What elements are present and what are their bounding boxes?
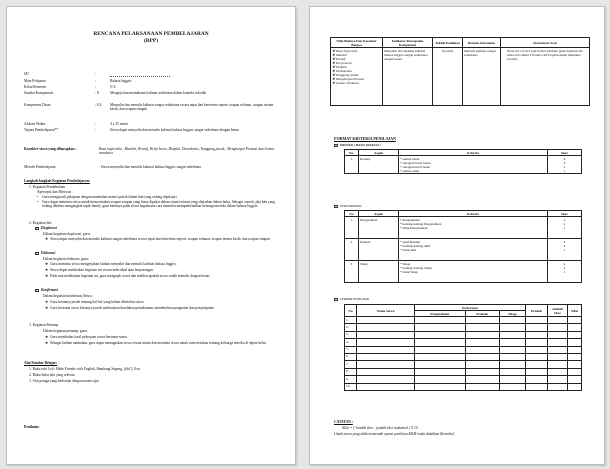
empty-cell	[357, 376, 415, 383]
table-row	[345, 261, 582, 283]
empty-cell	[465, 361, 499, 368]
row-no: 8.	[345, 368, 357, 375]
empty-cell	[568, 346, 582, 353]
kriteria-line: * kadang-kadang Pengetahuan	[400, 221, 442, 226]
empty-cell	[548, 317, 568, 324]
kriteria-line: * tidak Sikap	[400, 269, 418, 274]
row-aspek: Sikap	[359, 261, 399, 283]
empty-cell	[415, 383, 466, 390]
empty-cell	[465, 346, 499, 353]
col-header: No	[345, 305, 357, 317]
empty-cell	[548, 331, 568, 338]
empty-cell	[357, 383, 415, 390]
kriteria-line: * aktif Praktek	[400, 239, 420, 244]
indikator-cell: Menyalin dan menulis kalimat bahasa Inggris sangat sederhana dengan benar	[383, 48, 433, 106]
row-kriteria	[399, 217, 548, 239]
pendahuluan-item: • Guru mengawali pelajaran dengan membahas materi pokok dalam bab yang sedang dipelajari	[37, 195, 177, 199]
list-item: ❖ Gemar membaca	[332, 80, 360, 85]
karakter-list	[331, 48, 383, 106]
table-row	[345, 376, 582, 383]
elaborasi-intro: Dalam kegiatan elaborasi, guru:	[43, 257, 89, 261]
table-row	[345, 383, 582, 390]
kegiatan-pendahuluan: 1. Kegiatan Pendahuluan	[29, 185, 66, 189]
info-separator: :	[95, 85, 96, 89]
empty-cell	[357, 331, 415, 338]
info-separator: :	[95, 122, 96, 126]
empty-cell	[548, 361, 568, 368]
info-value: Mengeja dan memahami kalimat sederhana dalam konteks sekolah	[110, 91, 207, 95]
info-label: Tujuan Pembelajaran**	[24, 128, 59, 132]
empty-cell	[568, 376, 582, 383]
skor-line: 1	[563, 168, 566, 173]
empty-cell	[499, 331, 525, 338]
empty-cell	[499, 346, 525, 353]
info-separator: : 8.2	[95, 103, 102, 107]
empty-cell	[526, 376, 548, 383]
row-no: 3.	[345, 331, 357, 338]
performansi-table	[344, 210, 582, 283]
col-header: Instrumen/ Soal	[501, 38, 590, 48]
empty-cell	[548, 383, 568, 390]
table-row	[345, 339, 582, 346]
kriteria-line: * semua salah	[400, 168, 420, 173]
empty-cell	[357, 324, 415, 331]
skor-line: 4	[563, 239, 566, 244]
lembar-icon	[334, 298, 338, 301]
row-kriteria	[399, 239, 548, 261]
empty-cell	[526, 368, 548, 375]
elaborasi-item: ❖ Siswa dapat melakukan kegiatan ini secara individual atau berpasangan.	[45, 268, 154, 272]
empty-cell	[357, 317, 415, 324]
list-item: ❖ Demokratis.	[332, 68, 353, 73]
eksplorasi-icon	[35, 227, 39, 230]
document-title: RENCANA PELAKSANAAN PEMBELAJARAN	[93, 31, 209, 37]
col-header: Indikator Pencapaian Kompetensi	[383, 38, 433, 48]
empty-cell	[357, 353, 415, 360]
produk-icon	[334, 144, 338, 147]
document-subtitle: (RPP)	[143, 38, 159, 44]
table-row	[345, 324, 582, 331]
col-header: Kriteria	[399, 150, 548, 156]
elaborasi-item: ❖ Guru meminta siswa mengerjakan latihan menyalin dan menulis kalimat bahasa Inggris.	[45, 262, 177, 266]
row-skor	[548, 217, 582, 239]
empty-cell	[357, 361, 415, 368]
info-value: Menyalin dan menulis kalimat sangat sederhana secara tepat dan berterima seperti ucapan selamat, ucapan terima kasih, dan ucapan simpati	[110, 103, 274, 112]
empty-cell	[526, 317, 548, 324]
kegiatan-penutup: 3. Kegiatan Penutup	[29, 323, 59, 327]
elaborasi-heading: Elaborasi	[41, 251, 56, 255]
bentuk-cell: Menulis kalimat sangat sederhana	[463, 48, 501, 106]
konfirmasi-intro: Dalam kegiatan konfirmasi,Siswa :	[43, 294, 94, 298]
empty-cell	[465, 324, 499, 331]
skor-line: 4	[563, 217, 566, 222]
alat-heading: Alat/Sumber Belajar:	[24, 361, 58, 365]
empty-cell	[548, 368, 568, 375]
list-item: ❖ Menghargai Prestasi	[332, 76, 365, 81]
pendahuluan-item: • Guru dapat meminta siswa untuk menceritakan ucapan-ucapan yang biasa dipakai dalam situasi-situasi yang diajarkan dalam buku. Sebagai contoh, jika bab yang sedang dibahas mengangkat topik family, guru bertanya pada siswa bagaimana cara memulai memperkenalkan keluarga mereka dalam bahasa Inggris.	[37, 200, 275, 209]
table-row	[345, 239, 582, 261]
empty-cell	[499, 383, 525, 390]
kriteria-line: * tidak Pengetahuan	[400, 225, 428, 230]
eksplorasi-item: ❖ Siswa dapat menyalin dan menulis kalimat sangat sederhana secara tepat dan berterima seperti: ucapan selamat, ucapan terima kasih, dan ucapan simpati	[45, 237, 270, 241]
empty-cell	[415, 317, 466, 324]
table-row	[345, 361, 582, 368]
performansi-icon	[334, 205, 338, 208]
metode-label: Metode Pembelajaran	[24, 165, 56, 169]
skor-line: 4	[563, 261, 566, 266]
penutup-item: ❖ Sebagai latihan tambahan, guru dapat menugaskan siswa sesuai minat dan meminta siswa untuk menceritakan tentang keluarga mereka di depan kelas.	[45, 341, 267, 345]
konfirmasi-item: ❖ Guru bertanya jawab tentang hal-hal yang belum diketahui siswa	[45, 300, 144, 304]
empty-cell	[568, 368, 582, 375]
soal-cell: Write the correct expressions (latihan pada halaman 82, buku Let's Make Friends with English dapat dijadikan contoh)	[501, 48, 590, 106]
info-label: SD	[24, 72, 29, 76]
konfirmasi-icon	[35, 289, 39, 292]
elaborasi-item: ❖ Pada saat melakukan kegiatan ini, guru mengajak siswa dan melihat apakah siswa sudah menulis dengan benar.	[45, 274, 211, 278]
skor-line: 3	[563, 160, 566, 165]
sub-header: Pengetahuan	[415, 311, 466, 317]
list-item: ❖ Disiplin	[332, 64, 347, 69]
skor-line: 2	[563, 164, 566, 169]
row-no: 9.	[345, 376, 357, 383]
empty-cell	[465, 339, 499, 346]
performansi-label: PERFORMANSI	[340, 204, 362, 208]
info-value: V/2	[110, 85, 116, 89]
empty-cell	[568, 361, 582, 368]
kriteria-line: * Sikap	[400, 261, 411, 266]
empty-cell	[465, 317, 499, 324]
row-no: 5.	[345, 346, 357, 353]
alat-item: 1. Buku teks Let's Make Friends with English, Bambang Sugeng, jilid 5, Esis	[29, 367, 141, 371]
row-no: 1.	[345, 217, 359, 239]
empty-cell	[526, 346, 548, 353]
info-separator: : 8.	[95, 91, 100, 95]
empty-cell	[548, 324, 568, 331]
empty-cell	[465, 368, 499, 375]
info-value: Bahasa Inggris	[110, 79, 132, 83]
empty-cell	[568, 331, 582, 338]
row-no: 2.	[345, 324, 357, 331]
empty-cell	[357, 346, 415, 353]
format-heading: FORMAT KRITERIA PENILAIAN	[334, 136, 396, 141]
skor-line: 2	[563, 221, 566, 226]
col-header: No	[345, 211, 359, 217]
col-header: Bentuk Instrumen	[463, 38, 501, 48]
kriteria-line: * Pengetahuan	[400, 217, 420, 222]
col-header: Produk	[526, 305, 548, 317]
row-kriteria	[399, 261, 548, 283]
info-label: Kelas/Semester	[24, 85, 47, 89]
info-label: Alokasi Waktu	[24, 122, 46, 126]
row-skor	[548, 261, 582, 283]
row-no: 3.	[345, 261, 359, 283]
empty-cell	[465, 353, 499, 360]
empty-cell	[499, 339, 525, 346]
kriteria-line: * sebagian besar benar	[400, 160, 431, 165]
row-no: 6.	[345, 353, 357, 360]
empty-cell	[526, 324, 548, 331]
empty-cell	[548, 376, 568, 383]
empty-cell	[415, 331, 466, 338]
col-header: Skor	[548, 211, 582, 217]
row-no: 2.	[345, 239, 359, 261]
produk-label: PRODUK ( HASIL DISKUSI )	[340, 143, 381, 147]
empty-cell	[568, 317, 582, 324]
empty-cell	[357, 368, 415, 375]
empty-cell	[415, 376, 466, 383]
elaborasi-icon	[35, 252, 39, 255]
penilaian-label: Penilaian:	[24, 425, 40, 429]
empty-cell	[499, 368, 525, 375]
lembar-table	[344, 304, 582, 391]
empty-cell	[499, 361, 525, 368]
row-no: 1.	[345, 156, 359, 174]
empty-cell	[568, 324, 582, 331]
col-header: Performan	[415, 305, 526, 311]
col-header: Skor	[548, 150, 582, 156]
kriteria-line: * tidak aktif	[400, 247, 417, 252]
info-separator: :	[95, 79, 96, 83]
empty-cell	[548, 346, 568, 353]
row-no: 4.	[345, 339, 357, 346]
skor-line: 2	[563, 265, 566, 270]
empty-cell	[357, 339, 415, 346]
empty-cell	[499, 324, 525, 331]
eksplorasi-heading: Eksplorasi	[41, 226, 57, 230]
table-row	[345, 156, 582, 174]
rpp-page-2	[309, 6, 605, 465]
skor-line: 4	[563, 156, 566, 161]
empty-cell	[526, 383, 548, 390]
list-item: ❖ Kreatif	[332, 56, 346, 61]
col-header: Aspek	[359, 211, 399, 217]
empty-cell	[526, 361, 548, 368]
alat-item: 3. Alat peraga yang berkaitan dengan materi ajar	[29, 379, 99, 383]
empty-cell	[415, 368, 466, 375]
row-no: 7.	[345, 361, 357, 368]
penutup-item: ❖ Guru membahas hasil pekerjaan siswa bersama-sama.	[45, 335, 128, 339]
catatan-label: CATATAN :	[334, 420, 353, 424]
empty-cell	[465, 331, 499, 338]
empty-cell	[526, 331, 548, 338]
catatan-formula: Nilai = ( Jumlah skor : jumlah skor maksimal ) X 10.	[342, 426, 419, 430]
indikator-table	[330, 37, 590, 106]
empty-cell	[465, 376, 499, 383]
penutup-intro: Dalam kegiatan penutup, guru:	[43, 329, 88, 333]
alat-item: 2. Buku-buku lain yang relevan.	[29, 373, 76, 377]
empty-cell	[548, 353, 568, 360]
empty-cell	[499, 317, 525, 324]
apersepsi-label: Apersepsi dan Motivasi :	[37, 190, 74, 194]
col-header: No.	[345, 150, 359, 156]
table-row	[345, 346, 582, 353]
empty-cell	[526, 353, 548, 360]
empty-cell	[415, 353, 466, 360]
konfirmasi-item: ❖ Guru bersama siswa bertanya jawab meluruskan kesalahan pemahaman, memberikan penguatan dan penyimpulan	[45, 306, 215, 310]
col-header: Nama Siswa	[357, 305, 415, 317]
karakter-value: Rasa ingin tahu , Mandiri, Kreatif, Kerja keras, Disiplin, Demokratis, Tanggung jawab , Menghargai Prestasi dan Gemar membaca	[99, 147, 275, 156]
col-header: Kriteria	[399, 211, 548, 217]
table-row	[345, 217, 582, 239]
catatan-note: Untuk siswa yang tidak memenuhi syarat penilaian KKM maka diadakan Remedial.	[334, 432, 455, 436]
empty-cell	[526, 339, 548, 346]
col-header: Nilai	[568, 305, 582, 317]
empty-cell	[415, 361, 466, 368]
empty-cell	[568, 339, 582, 346]
info-separator: :	[95, 72, 96, 76]
empty-cell	[415, 324, 466, 331]
empty-cell	[568, 383, 582, 390]
info-value: 4 x 35 menit	[110, 122, 129, 126]
list-item: ❖ Tanggung jawab	[332, 72, 359, 77]
kriteria-line: * semua benar	[400, 156, 420, 161]
langkah-heading: Langkah-langkah Kegiatan Pembelajaran:	[24, 179, 90, 183]
list-item: ❖ Rasa ingin tahu	[332, 48, 358, 53]
col-header: Aspek	[359, 150, 399, 156]
skor-line: 2	[563, 243, 566, 248]
list-item: ❖ Mandiri	[332, 52, 348, 57]
empty-cell	[415, 346, 466, 353]
col-header: Jumlah Skor	[548, 305, 568, 317]
karakter-label: Karakter siswa yang diharapkan :	[24, 147, 77, 151]
produk-table	[344, 149, 582, 174]
rpp-page-1	[6, 6, 296, 465]
metode-value: : Siswa menyalin dan menulis kalimat bahasa Inggris sangat sederhana	[99, 165, 201, 169]
eksplorasi-intro: Dalam kegiatan eksplorasi, guru:	[43, 232, 91, 236]
list-item: ❖ Kerja keras.	[332, 60, 353, 65]
konfirmasi-heading: Konfirmasi	[41, 288, 58, 292]
row-aspek: Pengetahuan	[359, 217, 399, 239]
teknik-cell: Tes tulis	[433, 48, 463, 106]
row-skor	[548, 239, 582, 261]
row-skor	[548, 156, 582, 174]
empty-cell	[548, 339, 568, 346]
info-label: Kompetensi Dasar	[24, 103, 51, 107]
empty-cell	[568, 353, 582, 360]
row-kriteria	[399, 156, 548, 174]
lembar-label: LEMBAR PENILAIAN	[340, 297, 369, 301]
skor-line: 1	[563, 247, 566, 252]
skor-line: 1	[563, 269, 566, 274]
kriteria-line: * kadang-kadang aktif	[400, 243, 431, 248]
row-aspek: Konsep	[359, 156, 399, 174]
sub-header: Sikap	[499, 311, 525, 317]
info-label: Mata Pelajaran	[24, 79, 46, 83]
table-row	[345, 353, 582, 360]
table-row	[345, 317, 582, 324]
table-row	[345, 331, 582, 338]
empty-cell	[415, 339, 466, 346]
empty-cell	[499, 353, 525, 360]
col-header: Teknik Penilaian	[433, 38, 463, 48]
lembar-body	[345, 317, 582, 391]
sd-blank-line	[110, 76, 170, 77]
kriteria-line: * kadang-kadang Sikap	[400, 265, 432, 270]
info-label: Standar Kompetensi	[24, 91, 54, 95]
row-no: 10.	[345, 383, 357, 390]
kriteria-line: * sebagian kecil benar	[400, 164, 431, 169]
col-header: Nilai Budaya Dan Karakter Bangsa	[331, 38, 383, 48]
empty-cell	[465, 383, 499, 390]
table-row	[345, 368, 582, 375]
sub-header: Praktek	[465, 311, 499, 317]
empty-cell	[499, 376, 525, 383]
skor-line: 1	[563, 225, 566, 230]
row-aspek: Praktek	[359, 239, 399, 261]
info-value: Siswa dapat menyalin dan menulis kalimat bahasa Inggris sangat sederhana dengan benar	[110, 128, 239, 132]
row-no: 1.	[345, 317, 357, 324]
kegiatan-inti: 2. Kegiatan Inti	[29, 221, 52, 225]
info-separator: :	[95, 128, 96, 132]
